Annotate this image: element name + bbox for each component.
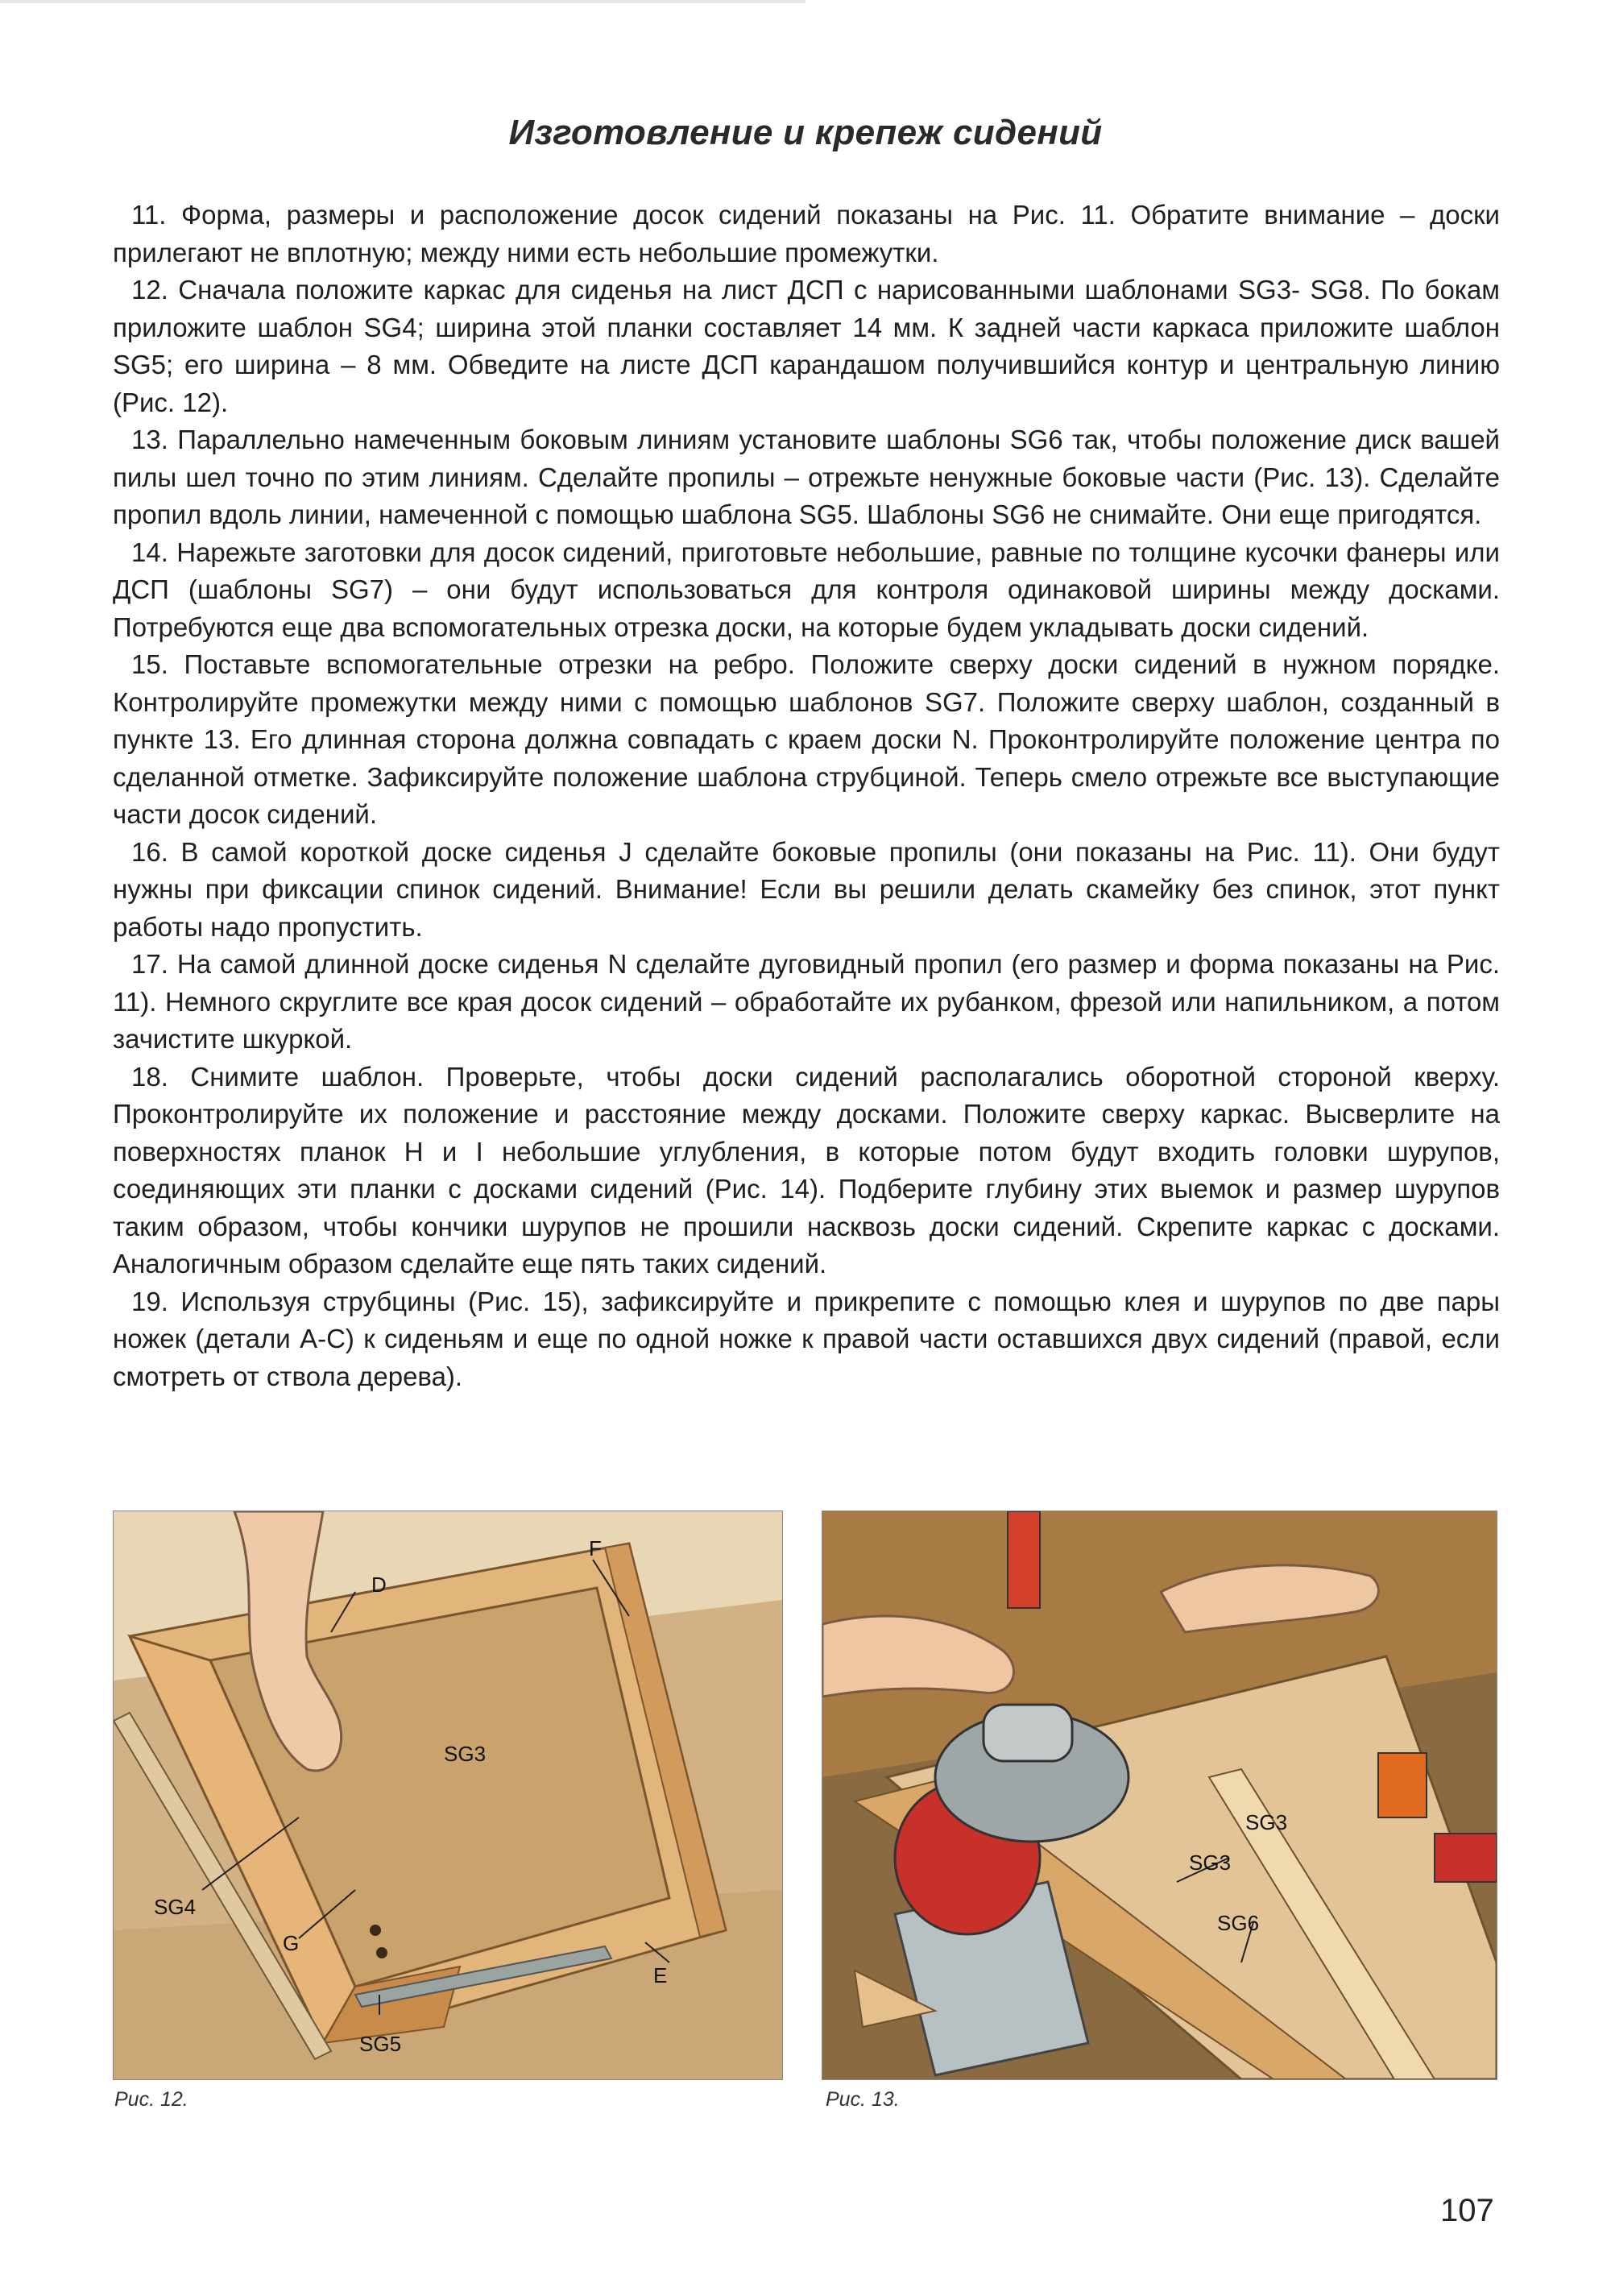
fig13-label-sg3-top: SG3 <box>1245 1810 1288 1834</box>
fig12-label-sg5: SG5 <box>359 2032 402 2056</box>
paragraph-14: 14. Нарежьте заготовки для досок сидений, приготовьте небольшие, равные по толщине кусочки фанеры или ДСП (шаблоны SG7) – они будут использоваться для контроля одинаковой ширины между досками. Потребуются еще два вспомогательных отрезка доски, на которые будем укладывать доски сидений. <box>113 537 1500 642</box>
fig12-label-d: D <box>371 1573 387 1597</box>
paragraph-11: 11. Форма, размеры и расположение досок сидений показаны на Рис. 11. Обратите внимание – доски прилегают не вплотную; между ними есть небольшие промежутки. <box>113 200 1500 267</box>
page-title: Изготовление и крепеж сидений <box>508 113 1103 152</box>
figure-12-drawing <box>114 1511 782 2079</box>
paragraph-17: 17. На самой длинной доске сиденья N сделайте дуговидный пропил (его размер и форма показаны на Рис. 11). Немного скруглите все края досок сидений – обработайте их рубанком, фрезой или напильником, а потом зачистите шкуркой. <box>113 949 1500 1054</box>
body-text <box>113 197 1500 1395</box>
fig12-label-f: F <box>589 1536 602 1560</box>
figure-13-drawing <box>822 1511 1497 2079</box>
figure-12-caption: Рис. 12. <box>114 2088 188 2111</box>
fig12-label-g: G <box>283 1931 300 1955</box>
figure-13-illustration <box>822 1511 1497 2080</box>
fig12-label-sg4: SG4 <box>154 1895 197 1919</box>
fig13-label-sg3: SG3 <box>1189 1850 1232 1875</box>
fig12-label-e: E <box>653 1963 668 1987</box>
paragraph-13: 13. Параллельно намеченным боковым линиям установите шаблоны SG6 так, чтобы положение диск вашей пилы шел точно по этим линиям. Сделайте пропилы – отрежьте ненужные боковые части (Рис. 13). Сделайте пропил вдоль линии, намеченной с помощью шаблона SG5. Шаблоны SG6 не снимайте. Они еще пригодятся. <box>113 425 1500 529</box>
figure-12-illustration <box>113 1511 783 2080</box>
top-rule <box>0 0 806 3</box>
paragraph-19: 19. Используя струбцины (Рис. 15), зафиксируйте и прикрепите с помощью клея и шурупов по две пары ножек (детали A-C) к сиденьям и еще по одной ножке к правой части оставшихся двух сидений (правой, если смотреть от ствола дерева). <box>113 1286 1500 1391</box>
fig13-label-sg6: SG6 <box>1217 1911 1260 1935</box>
paragraph-16: 16. В самой короткой доске сиденья J сделайте боковые пропилы (они показаны на Рис. 11). Они будут нужны при фиксации спинок сидений. Внимание! Если вы решили делать скамейку без спинок, этот пункт работы надо пропустить. <box>113 836 1500 942</box>
paragraph-15: 15. Поставьте вспомогательные отрезки на ребро. Положите сверху доски сидений в нужном порядке. Контролируйте промежутки между ними с помощью шаблонов SG7. Положите сверху шаблон, созданный в пункте 13. Его длинная сторона должна совпадать с краем доски N. Проконтролируйте положение центра по сделанной отметке. Зафиксируйте положение шаблона струбциной. Теперь смело отрежьте все выступающие части досок сидений. <box>113 649 1500 829</box>
fig12-label-sg3: SG3 <box>444 1742 487 1766</box>
page-number: 107 <box>1440 2193 1494 2228</box>
paragraph-18: 18. Снимите шаблон. Проверьте, чтобы доски сидений располагались оборотной стороной кверху. Проконтролируйте их положение и расстояние между досками. Положите сверху каркас. Высверлите на поверхностях планок H и I небольшие углубления, в которые потом будут входить головки шурупов, соединяющих эти планки с досками сидений (Рис. 14). Подберите глубину этих выемок и размер шурупов таким образом, чтобы кончики шурупов не прошили насквозь доски сидений. Скрепите каркас с досками. Аналогичным образом сделайте еще пять таких сидений. <box>113 1061 1500 1279</box>
figure-13-caption: Рис. 13. <box>826 2088 900 2111</box>
paragraph-12: 12. Сначала положите каркас для сиденья на лист ДСП с нарисованными шаблонами SG3- SG8. По бокам приложите шаблон SG4; ширина этой планки составляет 14 мм. К задней части каркаса приложите шаблон SG5; его ширина – 8 мм. Обведите на листе ДСП карандашом получившийся контур и центральную линию (Рис. 12). <box>113 275 1500 417</box>
